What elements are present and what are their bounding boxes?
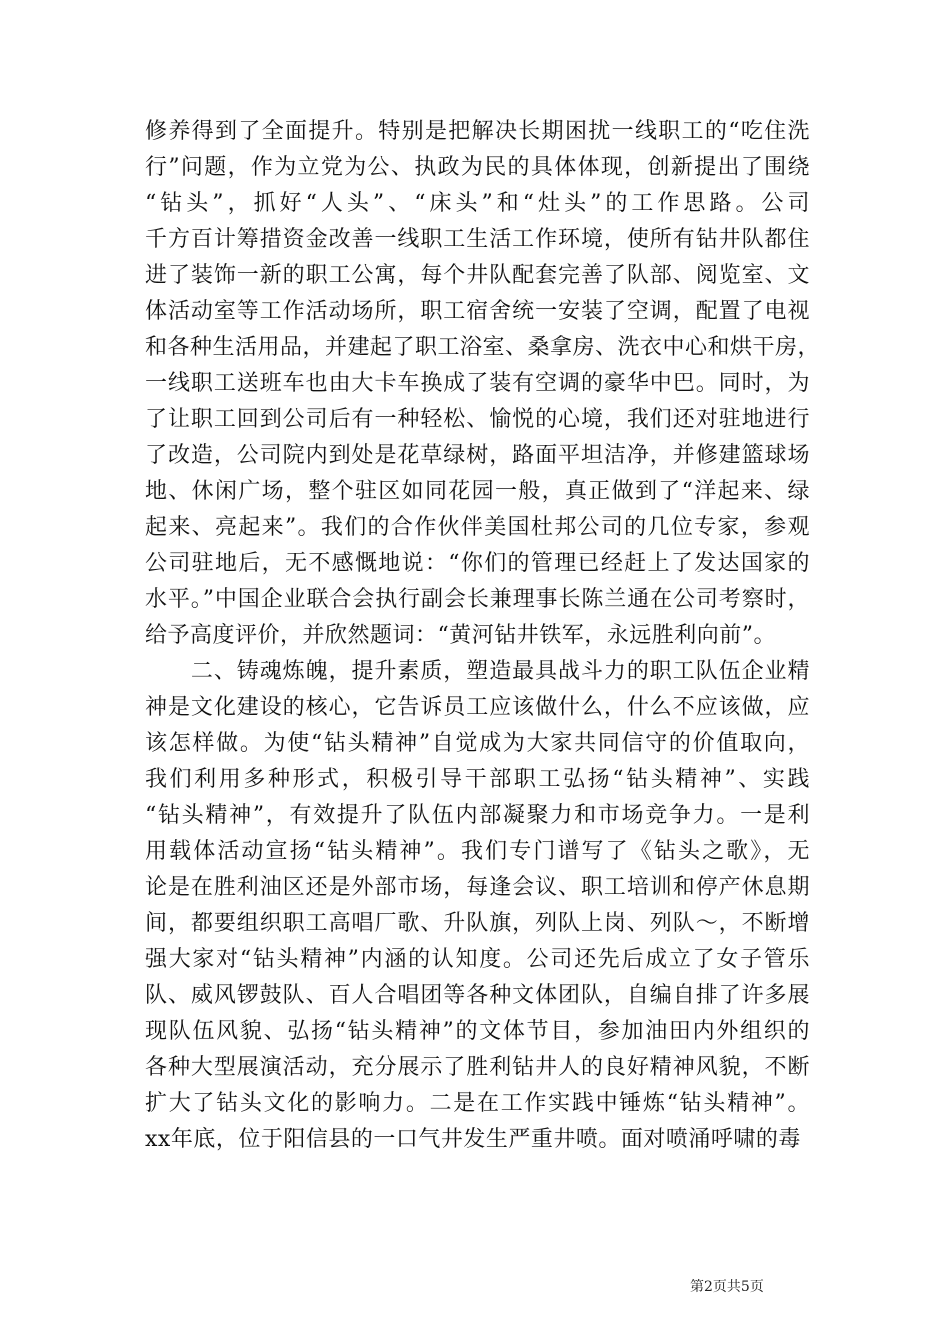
text-line: 队、威风锣鼓队、百人合唱团等各种文体团队，自编自排了许多展 (145, 983, 810, 1008)
text-line: 论是在胜利油区还是外部市场，每逢会议、职工培训和停产休息期 (145, 875, 810, 900)
text-line: 该怎样做。为使“钻头精神”自觉成为大家共同信守的价值取向， (145, 731, 810, 756)
page-number: 第2页共5页 (690, 1279, 764, 1295)
text-line: 和各种生活用品，并建起了职工浴室、桑拿房、洗衣中心和烘干房， (145, 335, 821, 360)
text-line: 二、铸魂炼魄，提升素质，塑造最具战斗力的职工队伍企业精 (145, 659, 810, 684)
text-line: 神是文化建设的核心，它告诉员工应该做什么，什么不应该做，应 (145, 695, 810, 720)
text-line: 用载体活动宣扬“钻头精神”。我们专门谱写了《钻头之歌》，无 (145, 839, 810, 864)
document-body (145, 114, 821, 1158)
text-line: 了让职工回到公司后有一种轻松、愉悦的心境，我们还对驻地进行 (145, 407, 810, 432)
text-line: 给予高度评价，并欣然题词：“黄河钻井铁军，永远胜利向前”。 (145, 623, 776, 648)
text-line: 千方百计筹措资金改善一线职工生活工作环境，使所有钻井队都住 (145, 227, 810, 252)
text-line: 一线职工送班车也由大卡车换成了装有空调的豪华中巴。同时，为 (145, 371, 810, 396)
text-line: 地、休闲广场，整个驻区如同花园一般，真正做到了“洋起来、绿 (145, 479, 810, 504)
text-line: 强大家对“钻头精神”内涵的认知度。公司还先后成立了女子管乐 (145, 947, 810, 972)
text-line: “钻头”，抓好“人头”、“床头”和“灶头”的工作思路。公司 (145, 191, 810, 216)
text-line: xx年底，位于阳信县的一口气井发生严重井喷。面对喷涌呼啸的毒 (145, 1127, 801, 1152)
text-line: 公司驻地后，无不感慨地说：“你们的管理已经赶上了发达国家的 (145, 551, 810, 576)
text-line: 间，都要组织职工高唱厂歌、升队旗，列队上岗、列队～，不断增 (145, 911, 810, 936)
text-line: 行”问题，作为立党为公、执政为民的具体体现，创新提出了围绕 (145, 155, 810, 180)
text-line: 修养得到了全面提升。特别是把解决长期困扰一线职工的“吃住洗 (145, 119, 810, 144)
text-line: 我们利用多种形式，积极引导干部职工弘扬“钻头精神”、实践 (145, 767, 810, 792)
text-line: 扩大了钻头文化的影响力。二是在工作实践中锤炼“钻头精神”。 (145, 1091, 810, 1116)
text-line: 各种大型展演活动，充分展示了胜利钻井人的良好精神风貌，不断 (145, 1055, 810, 1080)
text-line: 起来、亮起来”。我们的合作伙伴美国杜邦公司的几位专家，参观 (145, 515, 810, 540)
text-line: 水平。”中国企业联合会执行副会长兼理事长陈兰通在公司考察时， (145, 587, 810, 612)
text-line: “钻头精神”，有效提升了队伍内部凝聚力和市场竞争力。一是利 (145, 803, 810, 828)
text-line: 了改造，公司院内到处是花草绿树，路面平坦洁净，并修建篮球场 (145, 443, 810, 468)
text-line: 进了装饰一新的职工公寓，每个井队配套完善了队部、阅览室、文 (145, 263, 810, 288)
text-line: 体活动室等工作活动场所，职工宿舍统一安装了空调，配置了电视 (145, 299, 810, 324)
text-line: 现队伍风貌、弘扬“钻头精神”的文体节目，参加油田内外组织的 (145, 1019, 810, 1044)
